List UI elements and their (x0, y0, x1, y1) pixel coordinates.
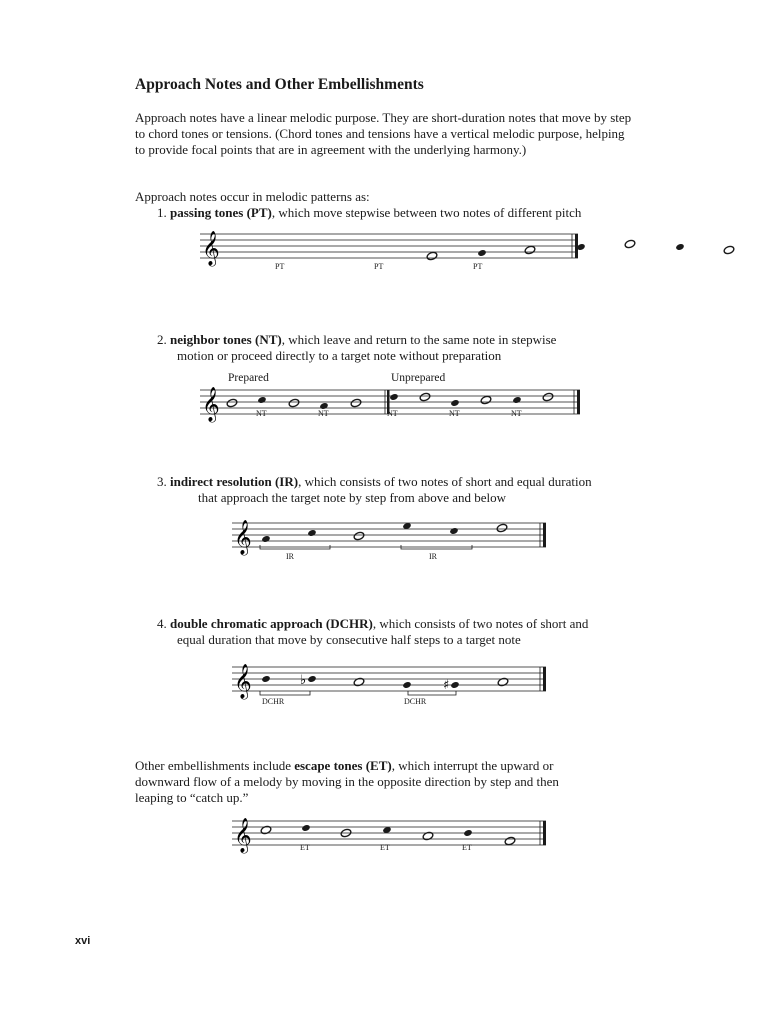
treble-clef-icon: 𝄞 (234, 818, 252, 853)
unprepared-header: Unprepared (391, 372, 446, 384)
nt-label: NT (511, 409, 522, 418)
note (504, 836, 516, 846)
treble-clef-icon: 𝄞 (202, 231, 220, 266)
other-line-3: leaping to “catch up.” (135, 790, 249, 805)
et-label: ET (380, 843, 390, 852)
list-item-2-line2: motion or proceed directly to a target note without preparation (177, 348, 502, 363)
treble-clef-icon: 𝄞 (202, 387, 220, 422)
pt-label: PT (374, 262, 384, 271)
item-term: indirect resolution (IR) (170, 474, 299, 489)
item-term: double chromatic approach (DCHR) (170, 616, 373, 631)
item-text: , which consists of two notes of short and equal duration (298, 474, 592, 489)
treble-clef-icon: 𝄞 (234, 520, 252, 555)
note (301, 824, 310, 832)
pt-label: PT (473, 262, 483, 271)
item-number: 3. (157, 474, 167, 489)
page-number: xvi (75, 935, 91, 947)
other-line-2: downward flow of a melody by moving in the opposite direction by step and then (135, 774, 559, 789)
note (422, 831, 434, 841)
list-item-4-line2: equal duration that move by consecutive half steps to a target note (177, 632, 521, 647)
list-item-3-line2: that approach the target note by step from above and below (198, 490, 507, 505)
sharp-icon: ♯ (443, 678, 450, 693)
section-title: Approach Notes and Other Embellishments (135, 76, 424, 93)
item-term: neighbor tones (NT) (170, 332, 282, 347)
dchr-label: DCHR (404, 697, 427, 706)
et-label: ET (462, 843, 472, 852)
item-text: , which leave and return to the same note in stepwise (281, 332, 557, 347)
item-number: 4. (157, 616, 167, 631)
et-label: ET (300, 843, 310, 852)
item-number: 1. (157, 205, 167, 220)
note (340, 828, 352, 838)
ir-label: IR (429, 552, 437, 561)
note (382, 826, 391, 834)
item-number: 2. (157, 332, 167, 347)
item-text: , which consists of two notes of short and (372, 616, 589, 631)
prepared-header: Prepared (228, 372, 269, 384)
note (463, 829, 472, 837)
patterns-intro: Approach notes occur in melodic patterns as: (135, 189, 370, 204)
ir-label: IR (286, 552, 294, 561)
dchr-label: DCHR (262, 697, 285, 706)
item-text: , which move stepwise between two notes of different pitch (271, 205, 582, 220)
nt-label: NT (318, 409, 329, 418)
nt-label: NT (256, 409, 267, 418)
note (260, 825, 272, 835)
nt-label: NT (387, 409, 398, 418)
flat-icon: ♭ (300, 673, 307, 688)
other-line-1: Other embellishments include escape tones (ET), which interrupt the upward or (135, 758, 554, 773)
pt-label: PT (275, 262, 285, 271)
intro-paragraph: Approach notes have a linear melodic purpose. They are short-duration notes that move by step to chord tones or tensions. (Chord tones and tensions have a vertical melodic purpose, helping to provide focal points that are in agreement with the underlying harmony.) (135, 110, 632, 157)
item-term: passing tones (PT) (170, 205, 272, 220)
nt-label: NT (449, 409, 460, 418)
treble-clef-icon: 𝄞 (234, 664, 252, 699)
